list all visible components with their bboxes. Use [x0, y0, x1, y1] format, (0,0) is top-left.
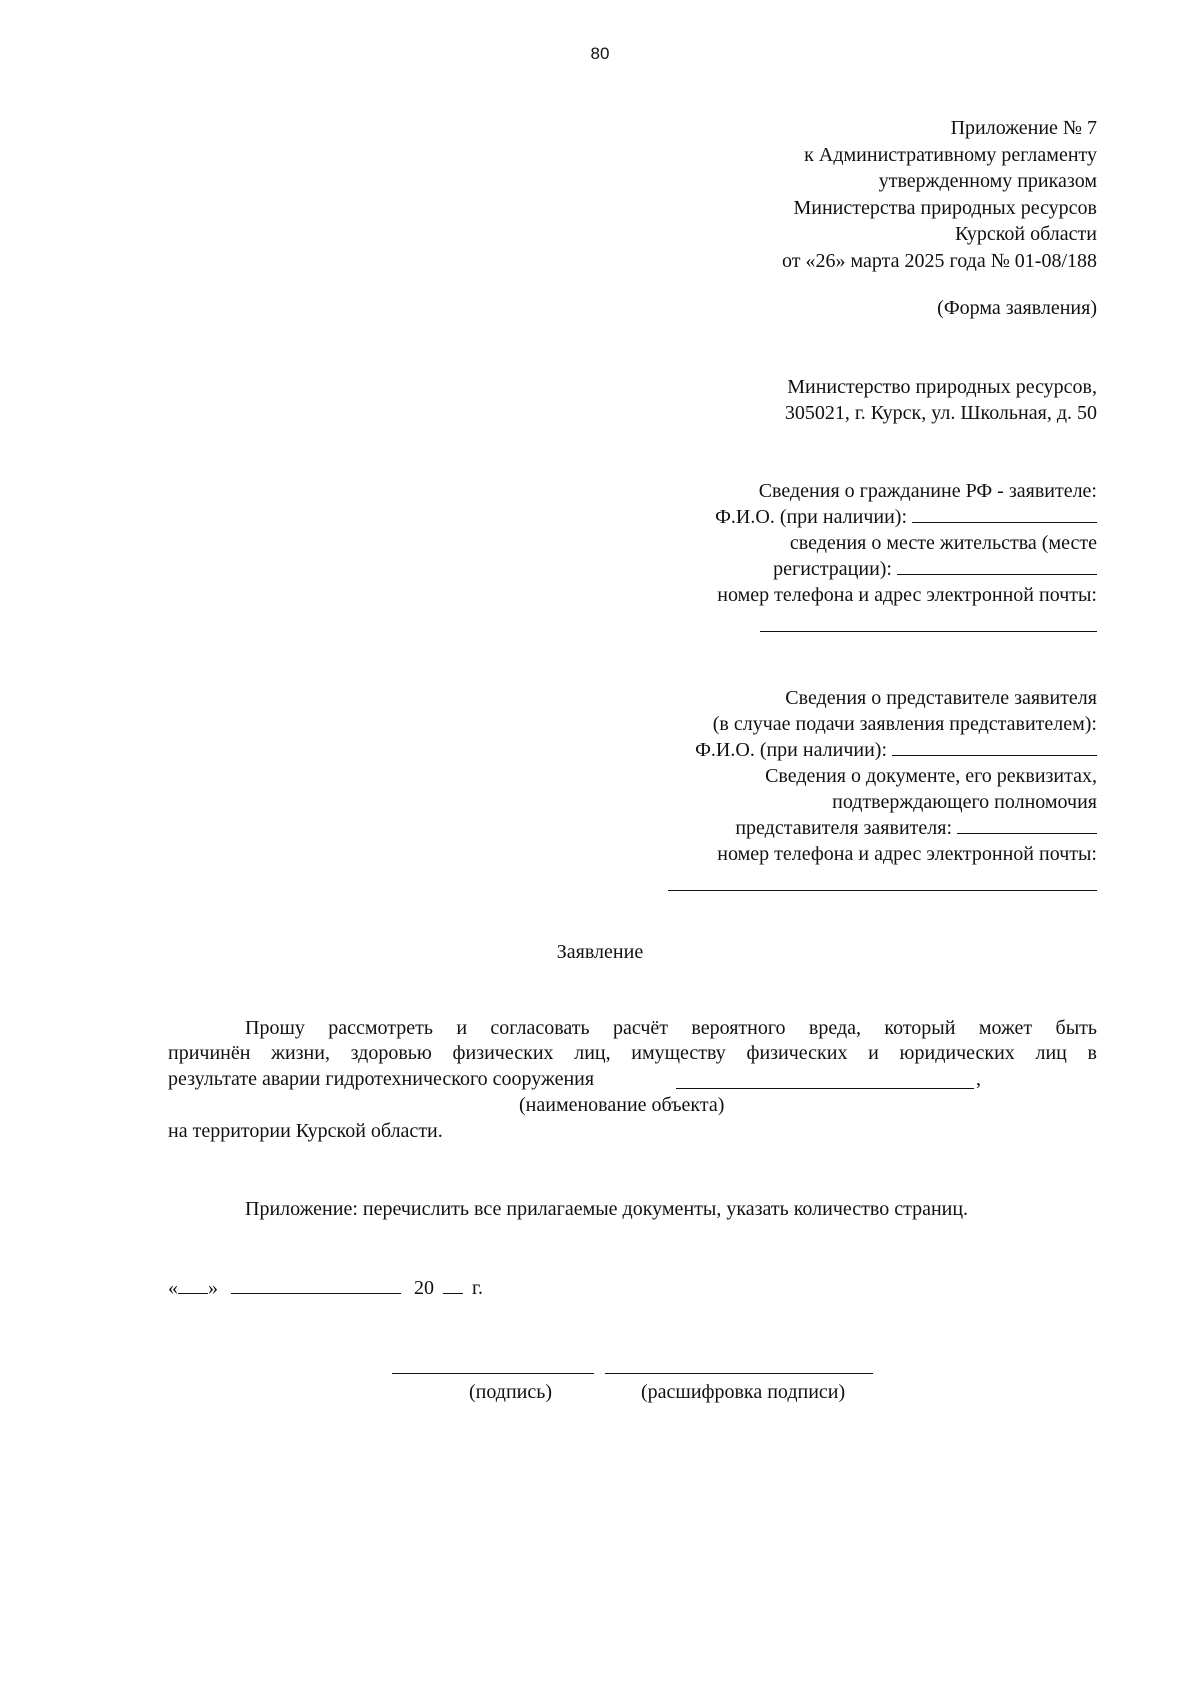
date-year-prefix: 20	[414, 1277, 434, 1299]
representative-doc-field[interactable]	[957, 816, 1097, 834]
representative-fio-field[interactable]	[892, 738, 1097, 756]
statement-line: Прошу рассмотреть и согласовать расчёт вероятного вреда, который может быть	[245, 1017, 1097, 1039]
statement-line: причинён жизни, здоровью физических лиц, имуществу физических и юридических лиц в	[168, 1042, 1097, 1064]
appendix-line: от «26» марта 2025 года № 01-08/188	[782, 249, 1097, 272]
object-name-label: (наименование объекта)	[519, 1094, 725, 1116]
signature-label: (подпись)	[469, 1381, 553, 1403]
date-year-suffix: г.	[472, 1277, 483, 1299]
page-number: 80	[590, 44, 610, 63]
representative-contact-field[interactable]	[668, 890, 1097, 891]
applicant-heading: Сведения о гражданине РФ - заявителе:	[758, 480, 1097, 502]
representative-block	[695, 685, 1097, 867]
appendix-line: к Административному регламенту	[804, 143, 1097, 166]
representative-subheading: (в случае подачи заявления представителем):	[712, 713, 1097, 735]
representative-doc-label-2: подтверждающего полномочия	[832, 791, 1097, 813]
appendix-line: Курской области	[955, 223, 1097, 245]
statement-line-3	[168, 1067, 594, 1091]
date-open-quote: «	[168, 1277, 178, 1299]
representative-fio-row	[695, 737, 1097, 763]
recipient-address: 305021, г. Курск, ул. Школьная, д. 50	[784, 402, 1097, 424]
recipient-block	[785, 374, 1097, 426]
appendix-line: Приложение № 7	[950, 117, 1097, 139]
attachment-note: Приложение: перечислить все прилагаемые документы, указать количество страниц.	[245, 1198, 969, 1220]
applicant-residence-field[interactable]	[897, 557, 1097, 575]
applicant-contact-label: номер телефона и адрес электронной почты:	[717, 584, 1097, 606]
applicant-fio-field[interactable]	[912, 505, 1097, 523]
representative-heading: Сведения о представителе заявителя	[785, 687, 1097, 709]
applicant-fio-label: Ф.И.О. (при наличии):	[715, 506, 907, 528]
representative-doc-label-3: представителя заявителя:	[735, 817, 952, 839]
statement-line-4: на территории Курской области.	[168, 1120, 443, 1142]
applicant-block	[715, 478, 1097, 608]
signature-decode-field[interactable]	[605, 1373, 873, 1374]
statement-line-3-text: результате аварии гидротехнического сооружения	[168, 1068, 595, 1090]
applicant-residence-row	[715, 556, 1097, 582]
applicant-contact-field[interactable]	[760, 631, 1097, 632]
date-year-field[interactable]	[443, 1276, 463, 1294]
statement-comma: ,	[976, 1068, 981, 1090]
appendix-line: Министерства природных ресурсов	[793, 196, 1097, 219]
representative-contact-label: номер телефона и адрес электронной почты:	[717, 843, 1097, 865]
object-name-field[interactable]	[676, 1088, 974, 1089]
statement-body	[168, 1016, 1097, 1066]
form-label: (Форма заявления)	[937, 297, 1097, 319]
date-close-quote: »	[208, 1277, 218, 1299]
appendix-header	[782, 115, 1097, 274]
applicant-residence-label-2: регистрации):	[773, 558, 892, 580]
date-row	[168, 1276, 483, 1300]
date-month-field[interactable]	[231, 1276, 401, 1294]
signature-field[interactable]	[392, 1373, 594, 1374]
signature-decode-label: (расшифровка подписи)	[641, 1381, 846, 1403]
representative-doc-label: Сведения о документе, его реквизитах,	[765, 765, 1097, 787]
applicant-residence-label: сведения о месте жительства (месте	[789, 532, 1097, 554]
appendix-line: утвержденному приказом	[878, 170, 1097, 192]
applicant-fio-row	[715, 504, 1097, 530]
recipient-name: Министерство природных ресурсов,	[787, 376, 1097, 398]
date-day-field[interactable]	[178, 1276, 208, 1294]
statement-title: Заявление	[556, 941, 644, 963]
representative-doc-row	[695, 815, 1097, 841]
representative-fio-label: Ф.И.О. (при наличии):	[695, 739, 887, 761]
